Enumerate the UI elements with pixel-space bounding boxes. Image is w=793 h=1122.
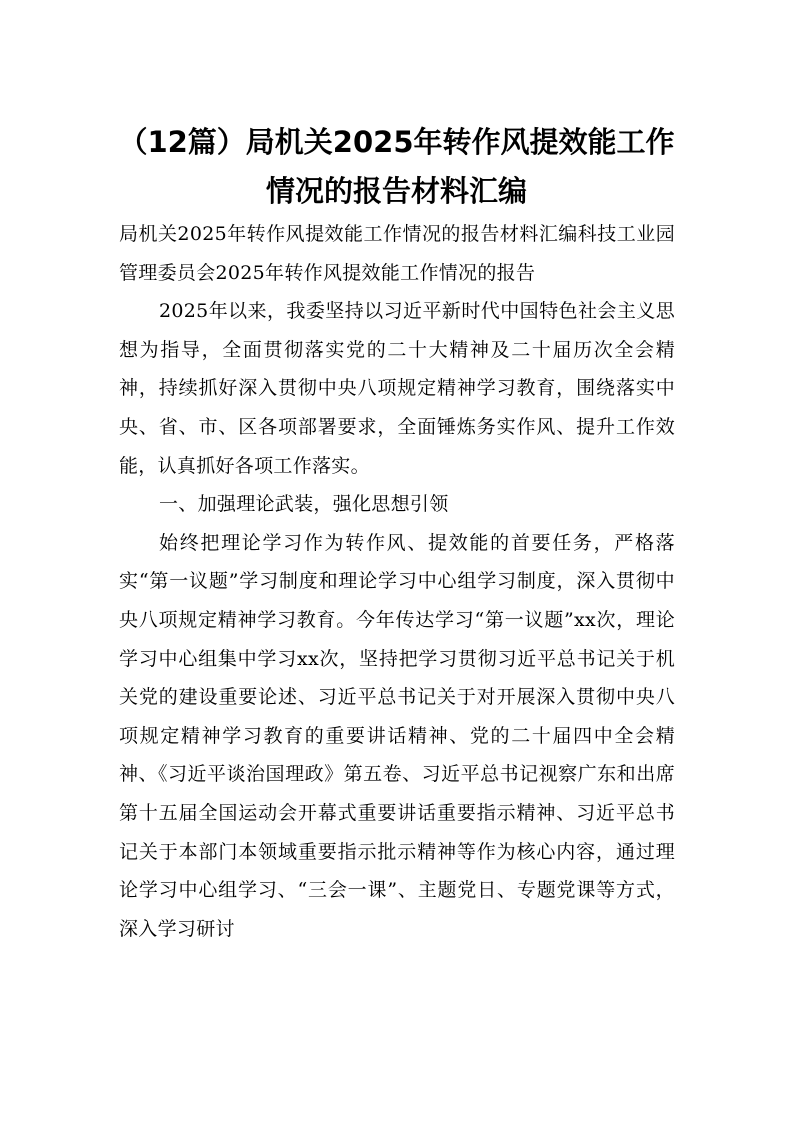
document-body: [119, 215, 675, 948]
document-title-line-2: 情况的报告材料汇编: [265, 174, 527, 208]
paragraph-intro: 局机关2025年转作风提效能工作情况的报告材料汇编科技工业园管理委员会2025年转作风提效能工作情况的报告: [119, 223, 675, 284]
document-title-line-1: （12篇）局机关2025年转作风提效能工作: [118, 125, 675, 159]
paragraph-overview: 2025年以来，我委坚持以习近平新时代中国特色社会主义思想为指导，全面贯彻落实党的二十大精神及二十届历次全会精神，持续抓好深入贯彻中央八项规定精神学习教育，围绕落实中央、省、市、区各项部署要求，全面锤炼务实作风、提升工作效能，认真抓好各项工作落实。: [119, 300, 675, 477]
section-heading: 一、加强理论武装，强化思想引领: [159, 493, 449, 516]
paragraph-section-content: 始终把理论学习作为转作风、提效能的首要任务，严格落实“第一议题”学习制度和理论学习中心组学习制度，深入贯彻中央八项规定精神学习教育。今年传达学习“第一议题”xx次，理论学习中心组集中学习xx次，坚持把学习贯彻习近平总书记关于机关党的建设重要论述、习近平总书记关于对开展深入贯彻中央八项规定精神学习教育的重要讲话精神、党的二十届四中全会精神、《习近平谈治国理政》第五卷、习近平总书记视察广东和出席第十五届全国运动会开幕式重要讲话重要指示精神、习近平总书记关于本部门本领域重要指示批示精神等作为核心内容，通过理论学习中心组学习、“三会一课”、主题党日、专题党课等方式，深入学习研讨: [119, 531, 675, 940]
